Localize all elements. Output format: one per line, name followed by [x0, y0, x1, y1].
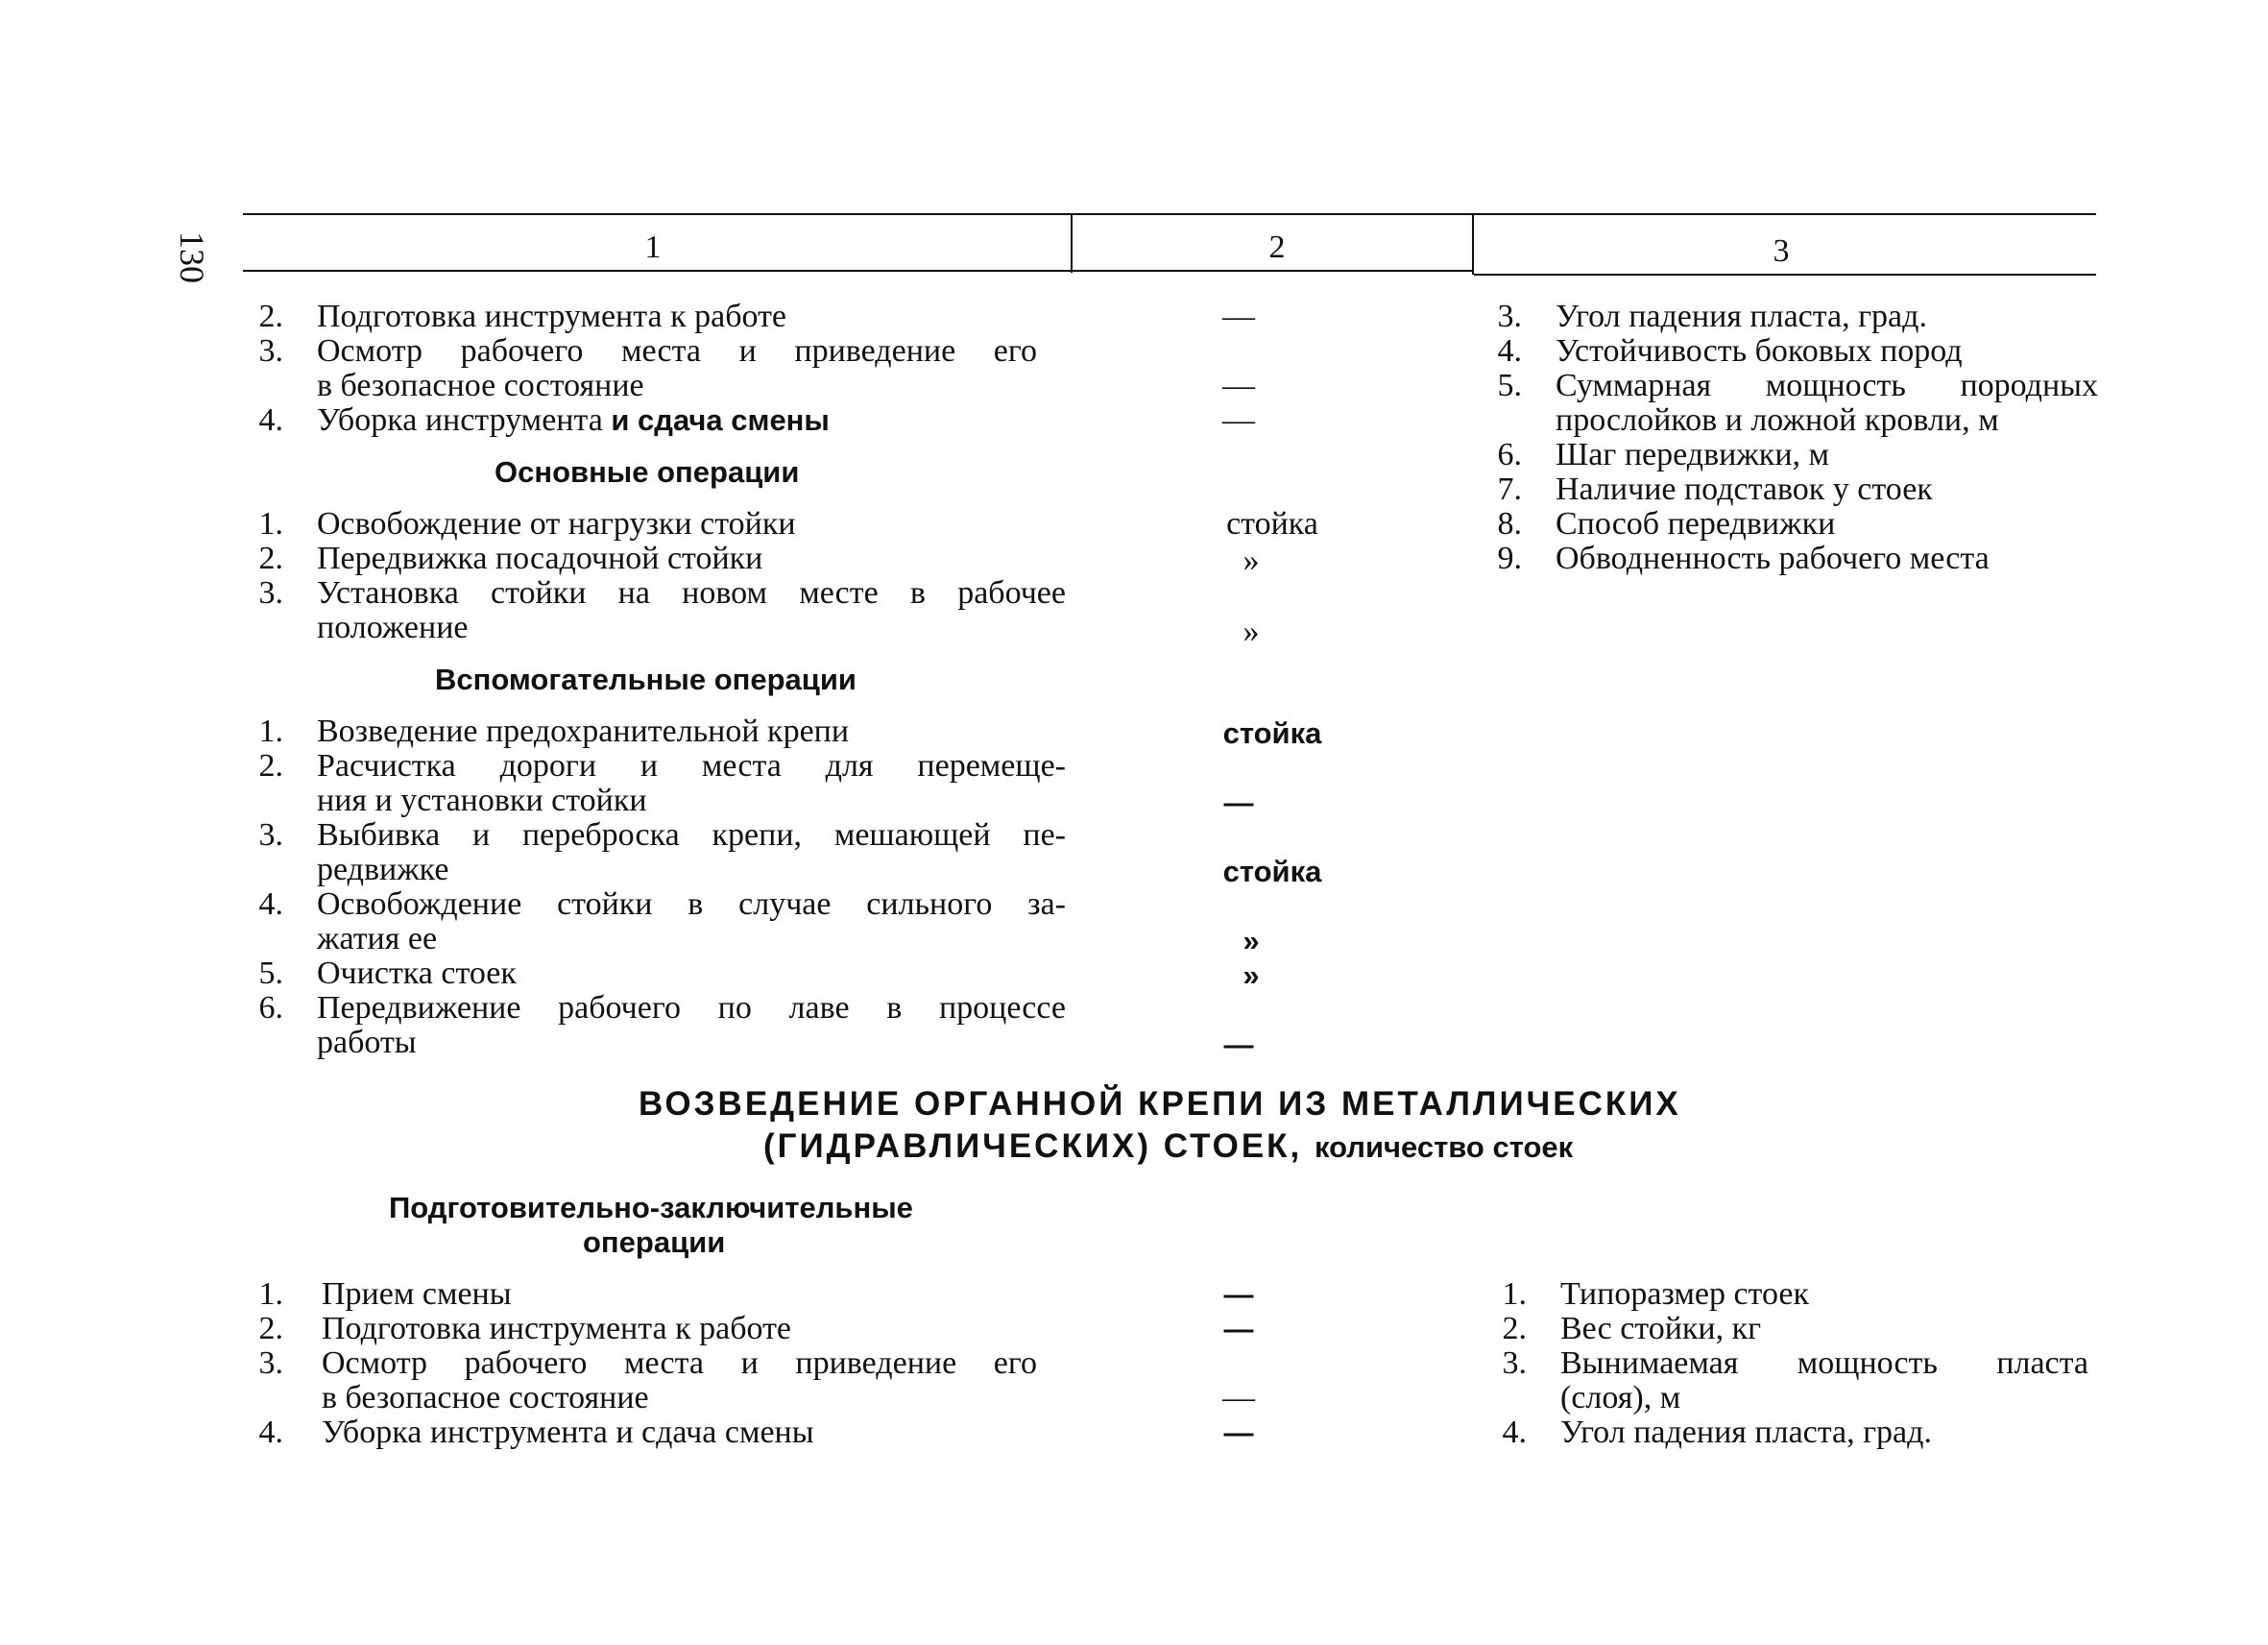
- column-header-1: 1: [644, 230, 662, 265]
- dash-mark: —: [1222, 368, 1255, 403]
- unit-mark: стойка: [1222, 855, 1322, 888]
- subheading-prep-cont: операции: [583, 1225, 726, 1259]
- section-title-line1: ВОЗВЕДЕНИЕ ОРГАННОЙ КРЕПИ ИЗ МЕТАЛЛИЧЕСКИХ: [639, 1085, 1681, 1123]
- dash-mark: —: [1223, 1277, 1254, 1311]
- list-item-cont: редвижке: [317, 852, 449, 887]
- unit-mark: стойка: [1222, 716, 1322, 750]
- list-item-cont: положение: [317, 610, 469, 645]
- list-item-cont: ния и установки стойки: [317, 783, 647, 818]
- header-divider: [1472, 215, 1474, 275]
- dash-mark: —: [1223, 1415, 1254, 1449]
- dash-mark: —: [1222, 299, 1255, 334]
- subheading-basic: Основные операции: [495, 455, 800, 489]
- ditto-mark: »: [1243, 614, 1260, 649]
- dash-mark: —: [1223, 786, 1254, 819]
- header-top-rule: [243, 213, 2096, 215]
- page-number: 130: [173, 231, 211, 283]
- dash-mark: —: [1223, 1028, 1254, 1061]
- ditto-mark: »: [1243, 958, 1260, 992]
- ditto-mark: »: [1243, 924, 1260, 957]
- column-header-2: 2: [1268, 230, 1286, 265]
- dash-mark: —: [1222, 402, 1255, 438]
- dash-mark: —: [1222, 1380, 1255, 1415]
- ditto-mark: »: [1243, 543, 1260, 578]
- subheading-prep: Подготовительно-заключительные: [389, 1191, 913, 1224]
- header-bottom-rule: [1474, 274, 2096, 276]
- dash-mark: —: [1223, 1312, 1254, 1345]
- factor-item-cont: прослойков и ложной кровли, м: [1556, 402, 1999, 438]
- section-title-line2: (ГИДРАВЛИЧЕСКИХ) СТОЕК, количество стоек: [763, 1127, 1574, 1165]
- list-item-cont: жатия ее: [317, 921, 438, 956]
- header-divider: [1071, 215, 1073, 273]
- list-item-cont: в безопасное состояние: [317, 368, 644, 403]
- header-bottom-rule: [1073, 270, 1474, 272]
- factor-item-cont: (слоя), м: [1560, 1380, 1681, 1415]
- column-header-3: 3: [1773, 233, 1790, 269]
- header-bottom-rule: [243, 270, 1073, 272]
- unit-mark: стойка: [1226, 506, 1318, 542]
- list-item-cont: в безопасное состояние: [322, 1380, 649, 1415]
- list-item-cont: работы: [317, 1025, 417, 1060]
- subheading-aux: Вспомогательные операции: [435, 663, 857, 696]
